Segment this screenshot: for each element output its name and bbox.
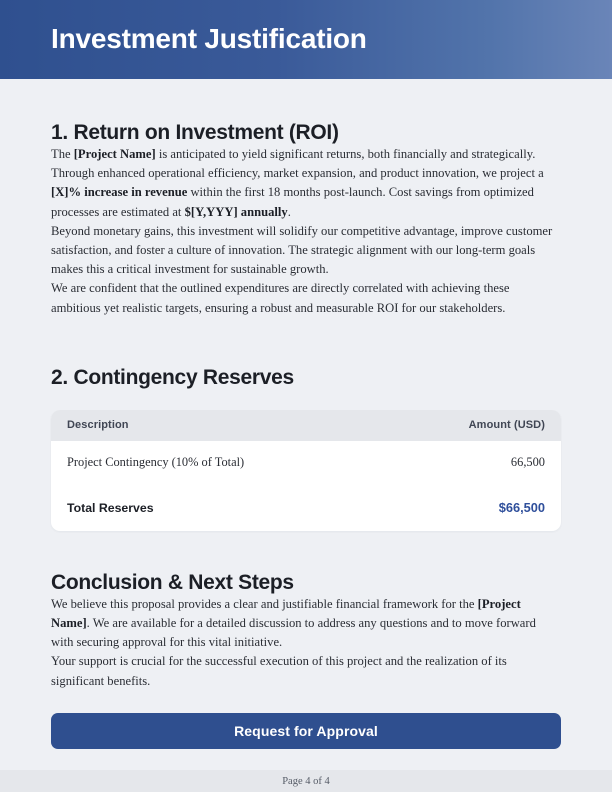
table-row [51, 441, 561, 485]
page-number-label: Page 4 of 4 [282, 775, 330, 787]
section-heading-conclusion: Conclusion & Next Steps [51, 570, 294, 594]
page-title: Investment Justification [51, 23, 367, 55]
roi-p1-bold-annual-savings: $[Y,YYY] annually [184, 204, 288, 219]
cta-container [51, 691, 561, 749]
request-for-approval-button[interactable]: Request for Approval [51, 713, 561, 749]
conclusion-paragraph-2: Your support is crucial for the successful execution of this project and the realization of its significant benefits. [51, 654, 507, 688]
column-header-amount: Amount (USD) [468, 419, 545, 432]
document-header-banner [0, 0, 612, 79]
cell-description: Project Contingency (10% of Total) [67, 455, 245, 470]
section-heading-roi: 1. Return on Investment (ROI) [51, 121, 339, 144]
document-body [0, 79, 612, 770]
conclusion-p1-text-1: We believe this proposal provides a clear and justifiable financial framework for the [51, 596, 478, 611]
document-footer [0, 770, 612, 792]
roi-paragraph-2: Beyond monetary gains, this investment will solidify our competitive advantage, improve customer satisfaction, and foster a culture of innovation. The strategic alignment with our long-term goals makes this a critical investment for sustainable growth. [51, 223, 553, 277]
table-header-row [51, 410, 561, 441]
conclusion-paragraph-1 [51, 595, 561, 653]
section-heading-contingency: 2. Contingency Reserves [51, 365, 294, 389]
contingency-reserves-table [51, 410, 561, 531]
conclusion-p1-bold-project-name: [Project Name] [51, 596, 521, 631]
total-reserves-label: Total Reserves [67, 500, 154, 515]
roi-p1-text-4: . [287, 204, 291, 219]
total-reserves-amount: $66,500 [498, 500, 545, 516]
table-total-row [51, 485, 561, 531]
roi-paragraph-1 [51, 145, 561, 222]
roi-p1-text-2: is anticipated to yield significant returns, both financially and strategically. Through enhanced operational efficiency, market expansion, and product innovation, we project a [51, 147, 544, 181]
roi-p1-bold-project-name: [Project Name] [73, 147, 156, 161]
roi-paragraph-3: We are confident that the outlined expenditures are directly correlated with achieving these ambitious yet realistic targets, ensuring a robust and measurable ROI for our stakeholders. [51, 281, 510, 315]
cell-amount: 66,500 [510, 455, 545, 470]
roi-p1-bold-revenue-increase: [X]% increase in revenue [51, 185, 188, 200]
conclusion-p1-text-2: . We are available for a detailed discussion to address any questions and to move forward with securing approval for this vital initiative. [51, 616, 536, 650]
roi-p1-text-1: The [51, 147, 74, 161]
column-header-description: Description [67, 419, 129, 432]
roi-p1-text-3: within the first 18 months post-launch. Cost savings from optimized processes are estimated at [51, 185, 534, 219]
